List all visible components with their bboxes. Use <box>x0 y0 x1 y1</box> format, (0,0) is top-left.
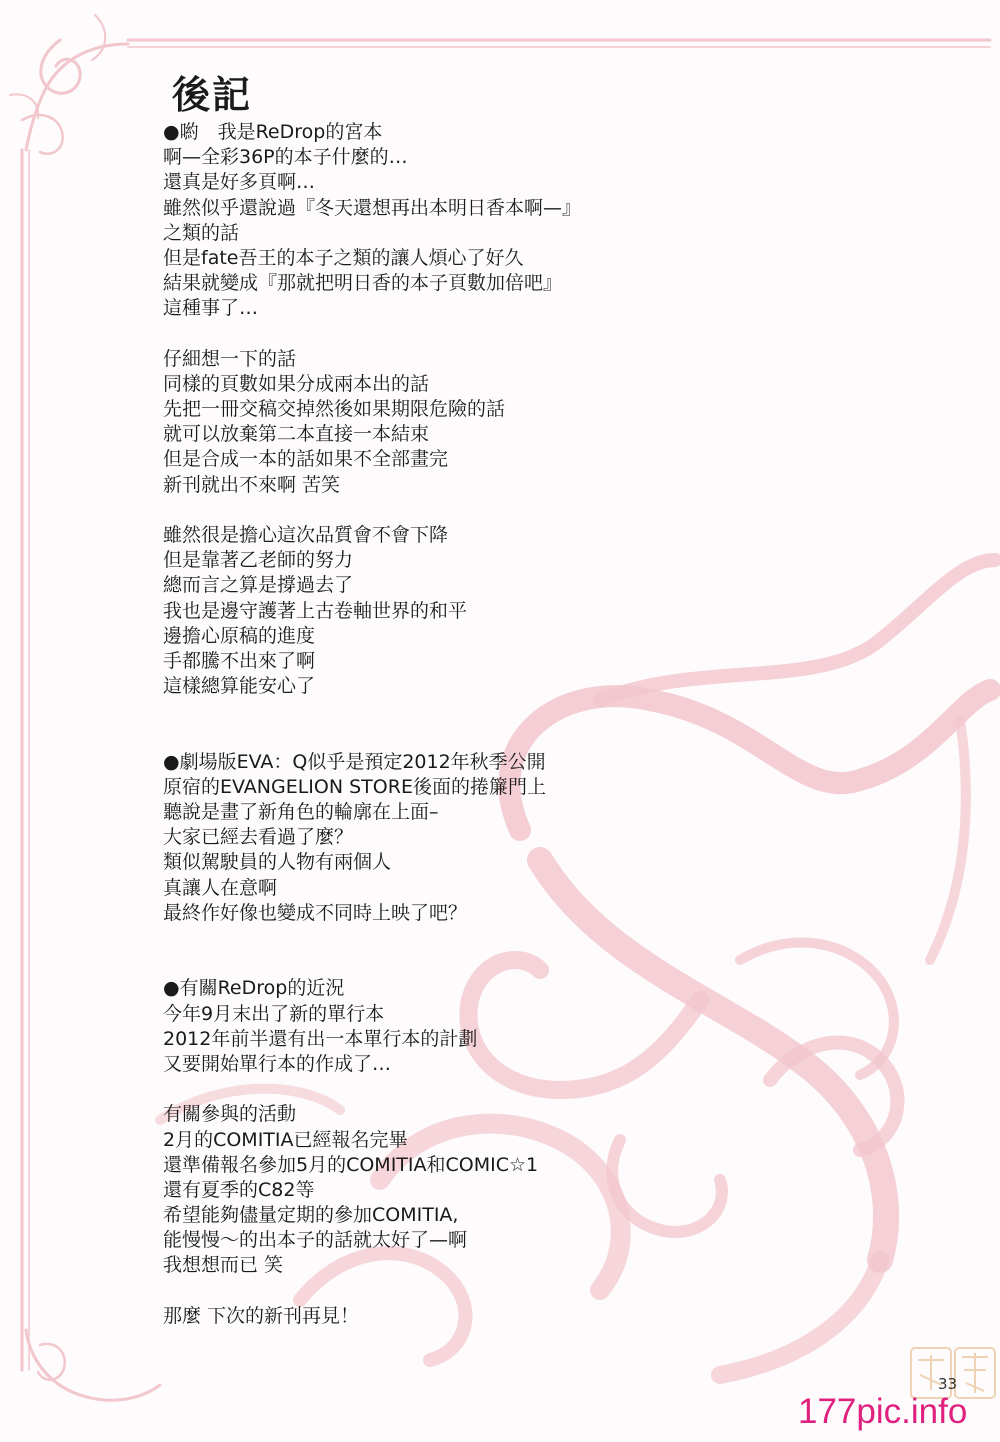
section-eva <box>163 750 803 926</box>
text-line: 原宿的EVANGELION STORE後面的捲簾門上 <box>163 775 546 798</box>
text-line: 能慢慢～的出本子的話就太好了—啊 <box>163 1229 468 1252</box>
text-line: 今年9月末出了新的單行本 <box>163 1002 385 1025</box>
page-number: 33 <box>938 1375 958 1393</box>
text-line: 雖然很是擔心這次品質會不會下降 <box>163 524 449 546</box>
text-line: 最終作好像也變成不同時上映了吧？ <box>163 901 468 924</box>
text-line: 之類的話 <box>163 221 240 244</box>
section-redrop-news <box>163 976 803 1329</box>
text-line: 結果就變成『那就把明日香的本子頁數加倍吧』 <box>163 272 563 295</box>
text-line: 但是fate吾王的本子之類的讓人煩心了好久 <box>163 246 524 269</box>
text-line: 還準備報名參加5月的COMITIA和COMIC☆1 <box>163 1153 539 1176</box>
text-line: 類似駕駛員的人物有兩個人 <box>163 851 392 874</box>
text-line: 又要開始單行本的作成了… <box>163 1052 392 1075</box>
text-line: 聽說是畫了新角色的輪廓在上面– <box>163 801 439 824</box>
text-line: 但是靠著乙老師的努力 <box>163 549 354 572</box>
text-line: 先把一冊交稿交掉然後如果期限危險的話 <box>163 398 506 421</box>
text-line: 希望能夠儘量定期的參加COMITIA, <box>163 1204 459 1227</box>
text-line: 我也是邊守護著上古卷軸世界的和平 <box>163 599 468 622</box>
text-line: 還有夏季的C82等 <box>163 1178 315 1201</box>
text-line: 那麼 下次的新刊再見！ <box>163 1304 360 1327</box>
text-line: 有關參與的活動 <box>163 1103 297 1126</box>
watermark: 177pic.info <box>798 1392 968 1431</box>
text-line: 這種事了… <box>163 297 259 320</box>
text-line: 總而言之算是撐過去了 <box>163 574 354 597</box>
text-line: ●有關ReDrop的近況 <box>163 977 345 1000</box>
text-line: 雖然似乎還說過『冬天還想再出本明日香本啊—』 <box>163 196 582 219</box>
text-line: ●喲 我是ReDrop的宮本 <box>163 121 383 143</box>
text-line: 就可以放棄第二本直接一本結束 <box>163 423 430 446</box>
section-greeting <box>163 120 803 699</box>
text-line: 真讓人在意啊 <box>163 876 278 899</box>
text-line: ●劇場版EVA：Q似乎是預定2012年秋季公開 <box>163 750 546 773</box>
text-line: 大家已經去看過了麼？ <box>163 826 354 849</box>
text-line: 同樣的頁數如果分成兩本出的話 <box>163 372 430 395</box>
text-line: 這樣總算能安心了 <box>163 675 316 698</box>
text-line: 但是合成一本的話如果不全部畫完 <box>163 448 449 471</box>
text-line: 2月的COMITIA已經報名完畢 <box>163 1128 408 1151</box>
text-line: 還真是好多頁啊… <box>163 171 316 194</box>
text-line: 2012年前半還有出一本單行本的計劃 <box>163 1027 478 1050</box>
text-line: 邊擔心原稿的進度 <box>163 624 316 647</box>
text-line: 仔細想一下的話 <box>163 347 297 370</box>
text-line: 啊—全彩36P的本子什麼的… <box>163 146 408 169</box>
page-title: 後記 <box>172 73 253 117</box>
afterword-text <box>163 120 803 1329</box>
text-line: 我想想而已 笑 <box>163 1254 284 1277</box>
text-line: 新刊就出不來啊 苦笑 <box>163 473 341 496</box>
text-line: 手都騰不出來了啊 <box>163 649 316 672</box>
